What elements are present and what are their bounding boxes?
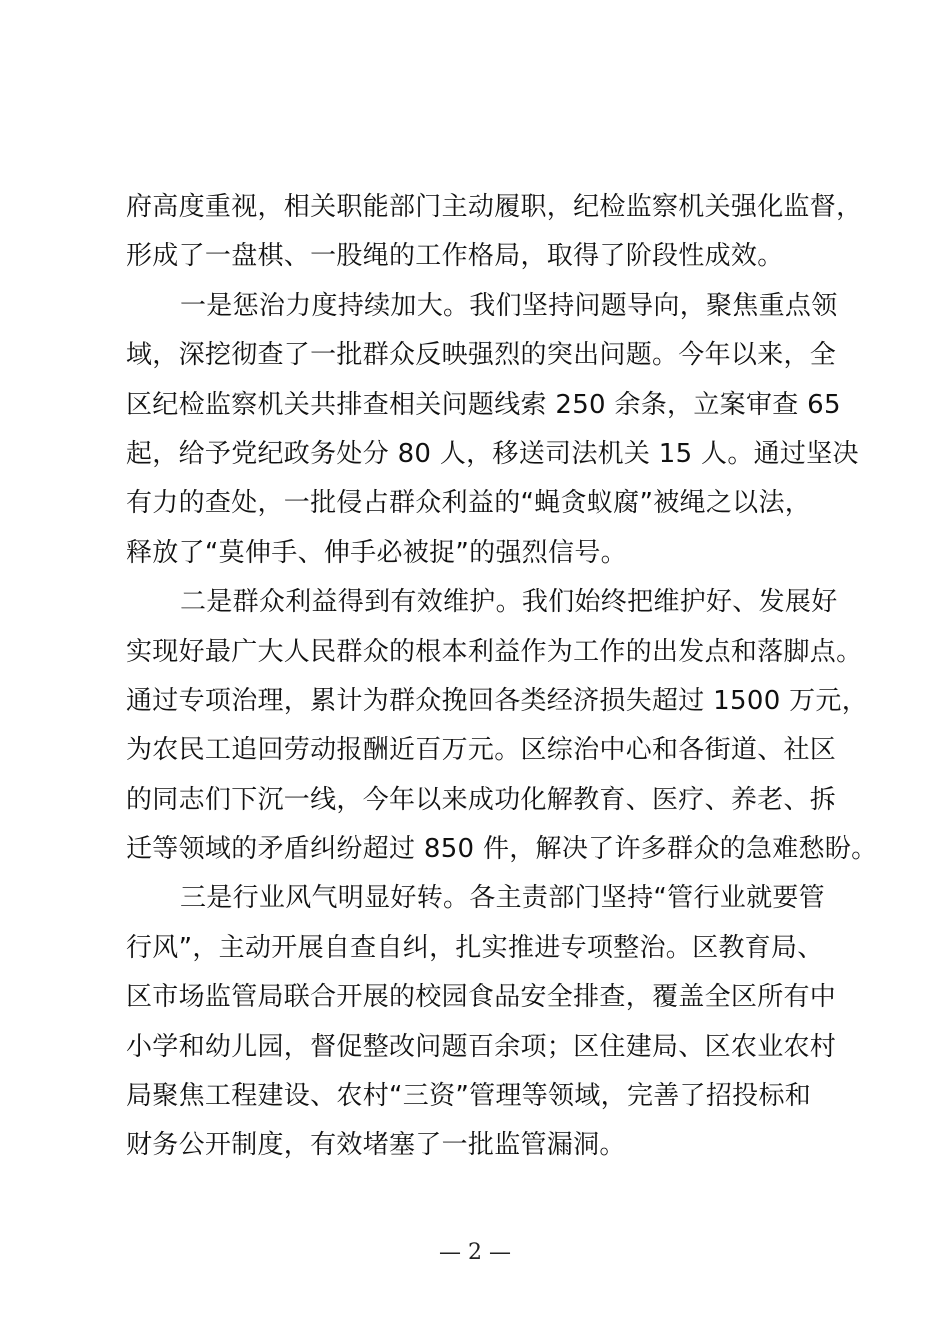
paragraph-first-line: 二是群众利益得到有效维护。我们始终把维护好、发展好 — [180, 587, 838, 618]
text-line: 区纪检监察机关共排查相关问题线索 250 余条，立案审查 65 — [126, 389, 841, 420]
text-line: 为农民工追回劳动报酬近百万元。区综治中心和各街道、社区 — [126, 735, 837, 766]
text-line: 府高度重视，相关职能部门主动履职，纪检监察机关强化监督， — [126, 192, 863, 222]
paragraph-first-line: 一是惩治力度持续加大。我们坚持问题导向，聚焦重点领 — [180, 290, 838, 321]
text-line: 域，深挖彻查了一批群众反映强烈的突出问题。今年以来，全 — [126, 340, 837, 371]
text-line: 迁等领域的矛盾纠纷超过 850 件，解决了许多群众的急难愁盼。 — [126, 834, 878, 865]
text-line: 财务公开制度，有效堵塞了一批监管漏洞。 — [126, 1130, 626, 1161]
text-line: 小学和幼儿园，督促整改问题百余项；区住建局、区农业农村 — [126, 1031, 837, 1062]
text-line: 起，给予党纪政务处分 80 人，移送司法机关 15 人。通过坚决 — [126, 438, 859, 469]
text-line: 行风”，主动开展自查自纠，扎实推进专项整治。区教育局、 — [126, 932, 824, 963]
paragraph-first-line: 三是行业风气明显好转。各主责部门坚持“管行业就要管 — [180, 883, 825, 914]
text-line: 实现好最广大人民群众的根本利益作为工作的出发点和落脚点。 — [126, 636, 863, 667]
text-line: 形成了一盘棋、一股绳的工作格局，取得了阶段性成效。 — [126, 241, 784, 272]
text-line: 区市场监管局联合开展的校园食品安全排查，覆盖全区所有中 — [126, 982, 837, 1013]
page-number: — 2 — — [439, 1240, 511, 1265]
text-line: 通过专项治理，累计为群众挽回各类经济损失超过 1500 万元， — [126, 685, 868, 716]
text-line: 有力的查处，一批侵占群众利益的“蝇贪蚁腐”被绳之以法， — [126, 488, 812, 519]
document-body — [126, 183, 878, 1171]
text-line: 局聚焦工程建设、农村“三资”管理等领域，完善了招投标和 — [126, 1081, 812, 1112]
text-line: 释放了“莫伸手、伸手必被捉”的强烈信号。 — [126, 537, 627, 568]
text-line: 的同志们下沉一线，今年以来成功化解教育、医疗、养老、拆 — [126, 784, 837, 815]
